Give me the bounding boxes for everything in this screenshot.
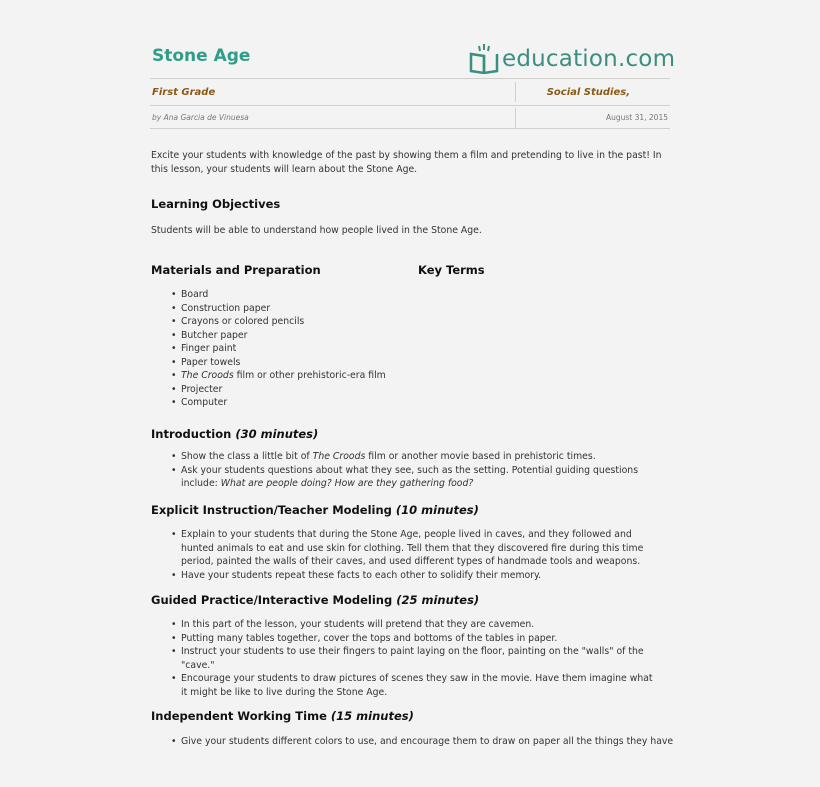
learning-objectives-heading: Learning Objectives [151, 197, 281, 211]
list-item: • Have your students repeat these facts to each other to solidify their memory. [171, 569, 661, 583]
meta-divider-bottom [150, 105, 670, 106]
list-item: • Butcher paper [171, 329, 431, 343]
list-item: • Instruct your students to use their fingers to paint laying on the floor, painting on the "walls" of the "cave." [171, 645, 661, 672]
list-item: • Board [171, 288, 431, 302]
list-item: • Ask your students questions about what they see, such as the setting. Potential guiding questions include: What are people doing? How are they gathering food? [171, 464, 661, 491]
list-item: • The Croods film or other prehistoric-era film [171, 369, 431, 383]
list-item: • Projecter [171, 383, 431, 397]
guided-practice-heading: Guided Practice/Interactive Modeling (25 minutes) [151, 593, 480, 607]
materials-heading: Materials and Preparation [151, 263, 321, 277]
learning-objectives-text: Students will be able to understand how people lived in the Stone Age. [151, 225, 482, 236]
page-title: Stone Age [152, 46, 251, 66]
list-item: • Computer [171, 396, 431, 410]
intro-paragraph: Excite your students with knowledge of the past by showing them a film and pretending to live in the past! In this lesson, your students will learn about the Stone Age. [151, 150, 662, 175]
publish-date: August 31, 2015 [605, 113, 668, 122]
list-item: • Putting many tables together, cover the tops and bottoms of the tables in paper. [171, 632, 661, 646]
list-item: • In this part of the lesson, your students will pretend that they are cavemen. [171, 618, 661, 632]
introduction-heading: Introduction (30 minutes) [151, 427, 319, 441]
list-item: • Paper towels [171, 356, 431, 370]
list-item: • Explain to your students that during the Stone Age, people lived in caves, and they followed and hunted animals to eat and use skin for clothing. Tell them that they discovered fire during this time period, painted the walls of their caves, and used different types of handmade tools and weapons. [171, 528, 661, 569]
materials-list [171, 288, 431, 410]
list-item: • Give your students different colors to use, and encourage them to draw on paper all the things they have [171, 735, 671, 749]
author-byline: by Ana Garcia de Vinuesa [152, 113, 249, 122]
list-item: • Crayons or colored pencils [171, 315, 431, 329]
byline-divider [515, 108, 516, 128]
grade-label: First Grade [152, 87, 216, 98]
key-terms-heading: Key Terms [418, 263, 485, 277]
header-divider [150, 78, 670, 79]
independent-working-heading: Independent Working Time (15 minutes) [151, 709, 414, 723]
byline-divider-bottom [150, 128, 670, 129]
list-item: • Encourage your students to draw pictures of scenes they saw in the movie. Have them imagine what it might be like to live during the Stone Age. [171, 672, 661, 699]
list-item: • Finger paint [171, 342, 431, 356]
open-book-icon [468, 44, 502, 74]
education-com-logo[interactable] [468, 42, 675, 74]
logo-wordmark: education.com [502, 46, 676, 72]
explicit-instruction-list [171, 528, 661, 582]
introduction-list [171, 450, 661, 491]
meta-divider [515, 82, 516, 102]
list-item: • Show the class a little bit of The Croods film or another movie based in prehistoric times. [171, 450, 661, 464]
list-item: • Construction paper [171, 302, 431, 316]
guided-practice-list [171, 618, 661, 699]
explicit-instruction-heading: Explicit Instruction/Teacher Modeling (10 minutes) [151, 503, 479, 517]
independent-working-list [171, 735, 674, 749]
subject-label: Social Studies, [546, 87, 630, 98]
